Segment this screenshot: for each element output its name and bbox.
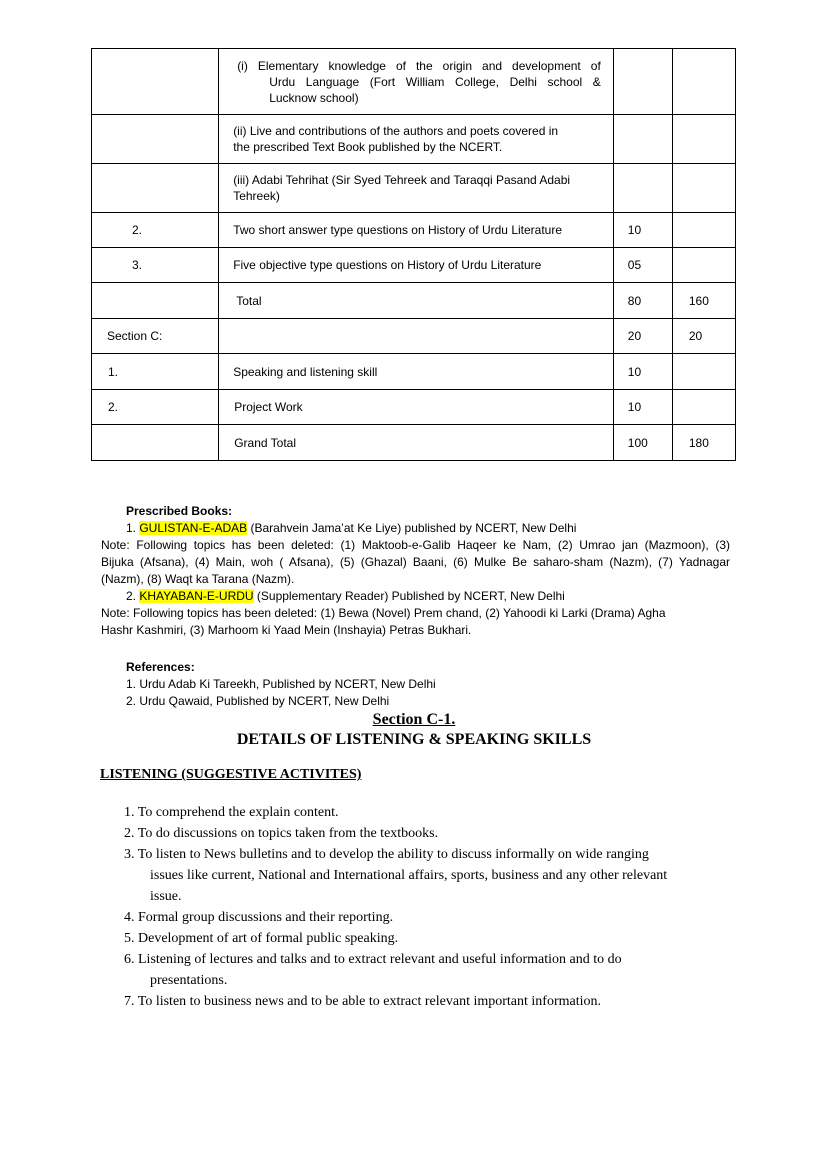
table-cell [672,49,735,115]
table-cell [92,213,219,248]
table-cell [219,248,614,283]
cell-text: 180 [688,435,709,450]
table-cell [613,213,672,248]
book-entry [101,588,730,605]
table-cell [672,283,735,319]
list-item [124,844,724,907]
cell-text: Lucknow school) [269,90,359,105]
cell-text: 100 [627,435,648,450]
listening-heading: LISTENING (SUGGESTIVE ACTIVITES) [100,767,362,782]
list-item-continuation: issues like current, National and International affairs, sports, business and any other relevant [150,868,668,883]
table-cell [672,425,735,461]
table-cell [672,354,735,390]
table-cell [613,319,672,354]
cell-text: (iii) Adabi Tehrihat (Sir Syed Tehreek and Taraqqi Pasand Adabi [233,173,571,187]
table-cell [92,319,219,354]
table-cell [672,164,735,213]
list-item [124,928,724,949]
table-cell [672,390,735,425]
table-cell [613,248,672,283]
list-item [124,907,724,928]
table-row [92,390,736,425]
book-description: (Barahvein Jama’at Ke Liye) published by NCERT, New Delhi [247,521,577,535]
references [126,659,726,710]
list-item-text: 6. Listening of lectures and talks and to extract relevant and useful information and to do [124,952,622,967]
cell-text: 10 [627,364,642,379]
list-item-text: 1. To comprehend the explain content. [124,805,339,820]
table-cell [613,49,672,115]
references-heading: References: [126,660,195,674]
list-item-continuation: issue. [150,889,182,904]
section-subtitle: DETAILS OF LISTENING & SPEAKING SKILLS [236,731,592,748]
table-cell [219,425,614,461]
table-cell [219,213,614,248]
table-cell [219,49,614,115]
note-line: (Nazm), (8) Waqt ka Tarana (Nazm). [101,572,295,586]
cell-text: 2. [108,400,119,414]
cell-text: 1. [108,364,119,379]
listening-list [124,802,724,1012]
table-cell [92,425,219,461]
table-row [92,115,736,164]
table-cell [219,115,614,164]
cell-text: (ii) Live and contributions of the authors and poets covered in [233,124,559,138]
table-cell [672,319,735,354]
list-item [124,802,724,823]
note-line: Hashr Kashmiri, (3) Marhoom ki Yaad Mein (Inshayia) Petras Bukhari. [101,623,472,637]
table-cell [219,283,614,319]
prescribed-books-heading: Prescribed Books: [126,504,233,518]
table-cell [92,283,219,319]
cell-text: Speaking and listening skill [233,364,378,379]
cell-text: 20 [688,329,703,343]
marks-table [91,48,736,461]
table-cell [613,425,672,461]
cell-text: 05 [627,258,642,272]
list-item-text: 7. To listen to business news and to be able to extract relevant important information. [124,994,601,1009]
table-cell [92,390,219,425]
cell-text: 80 [627,293,642,308]
table-cell [219,164,614,213]
table-row [92,248,736,283]
cell-text: (i) Elementary knowledge of the origin and development of [237,58,601,73]
list-item-text: 4. Formal group discussions and their reporting. [124,910,394,925]
list-item-text: 2. To do discussions on topics taken from the textbooks. [124,826,439,841]
table-cell [672,213,735,248]
reference-item: 1. Urdu Adab Ki Tareekh, Published by NCERT, New Delhi [126,677,436,691]
table-cell [219,354,614,390]
cell-text: Five objective type questions on History of Urdu Literature [233,258,542,272]
table-cell [92,49,219,115]
table-cell [613,164,672,213]
table-cell [92,354,219,390]
cell-text: the prescribed Text Book published by the NCERT. [233,140,503,154]
book-title-highlight: GULISTAN-E-ADAB [139,521,248,535]
table-cell [613,354,672,390]
table-row [92,354,736,390]
table-row [92,49,736,115]
list-item [124,949,724,991]
table-cell [672,248,735,283]
cell-text: 160 [688,293,709,308]
table-cell [613,115,672,164]
table-row [92,213,736,248]
table-row [92,283,736,319]
cell-text: Two short answer type questions on History of Urdu Literature [233,223,563,237]
cell-text: 3. [132,258,143,272]
book-entry [101,520,730,537]
cell-text: 10 [627,400,642,414]
table-cell [219,390,614,425]
note-line: Note: Following topics has been deleted: (1) Maktoob-e-Galib Haqeer ke Nam, (2) Umrao jan (Mazmoon), (3) [101,538,730,552]
table-cell [92,248,219,283]
list-item-text: 3. To listen to News bulletins and to develop the ability to discuss informally on wide ranging [124,847,649,862]
table-row [92,164,736,213]
cell-text: Project Work [234,400,303,414]
cell-text: Section C: [107,329,163,343]
table-cell [613,390,672,425]
list-item-text: 5. Development of art of formal public speaking. [124,931,399,946]
table-cell [219,319,614,354]
table-cell [92,164,219,213]
cell-text: 10 [627,223,642,237]
table-row [92,319,736,354]
note-line: Note: Following topics has been deleted: (1) Bewa (Novel) Prem chand, (2) Yahoodi ki Larki (Drama) Agha [101,606,666,620]
cell-text: 20 [627,329,642,343]
cell-text: 2. [132,223,143,237]
list-item [124,991,724,1012]
reference-item: 2. Urdu Qawaid, Published by NCERT, New Delhi [126,694,390,708]
cell-text: Tehreek) [233,189,280,203]
book-title-highlight: KHAYABAN-E-URDU [139,589,254,603]
prescribed-books [101,503,730,639]
table-cell [613,283,672,319]
table-cell [92,115,219,164]
book-number: 2. [126,589,140,603]
table-row [92,425,736,461]
note-line: Bijuka (Afsana), (4) Main, woh ( Afsana), (5) (Ghazal) Baani, (6) Mulke Be saharo-sham (Nazm), (7) Yadnagar [101,555,730,569]
list-item-continuation: presentations. [150,973,228,988]
list-item [124,823,724,844]
section-title: Section C-1. [372,711,456,728]
cell-text: Total [236,293,262,308]
book-description: (Supplementary Reader) Published by NCERT, New Delhi [253,589,565,603]
table-cell [672,115,735,164]
book-number: 1. [126,521,140,535]
cell-text: Urdu Language (Fort William College, Delhi school & [269,74,601,89]
cell-text: Grand Total [234,435,297,450]
